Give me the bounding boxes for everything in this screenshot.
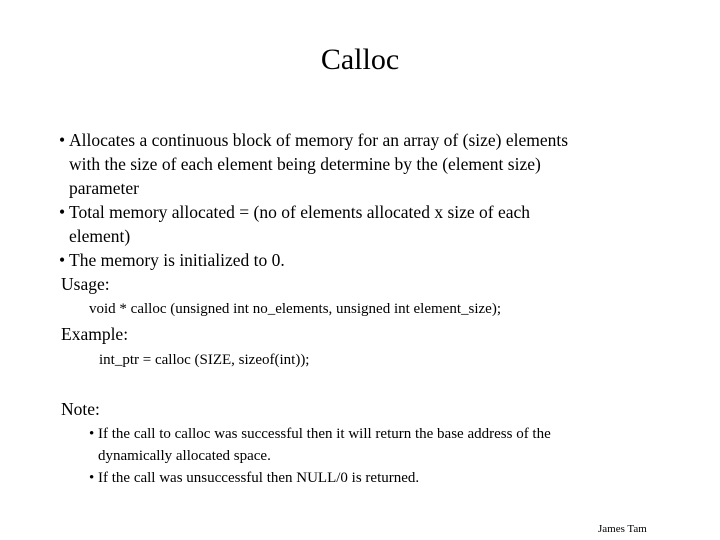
bullet-marker: • <box>59 250 66 270</box>
bullet-line: The memory is initialized to 0. <box>69 250 285 270</box>
note-bullet-item <box>89 423 669 467</box>
bullet-item <box>59 200 659 248</box>
note-line: If the call was unsuccessful then NULL/0 is returned. <box>98 470 420 486</box>
bullet-marker: • <box>89 470 95 486</box>
bullet-line: element) <box>69 226 131 246</box>
slide-title: Calloc <box>320 43 400 76</box>
note-line: dynamically allocated space. <box>98 448 271 464</box>
bullet-line: Total memory allocated = (no of elements allocated x size of each <box>69 202 531 222</box>
bullet-marker: • <box>59 202 66 222</box>
bullet-marker: • <box>89 426 95 442</box>
note-label: Note: <box>61 399 100 419</box>
bullet-line: Allocates a continuous block of memory for an array of (size) elements <box>69 130 569 150</box>
note-line: If the call to calloc was successful then it will return the base address of the <box>98 426 551 442</box>
main-bullets <box>59 128 659 272</box>
note-bullet-item <box>89 467 669 489</box>
usage-label: Usage: <box>61 274 110 294</box>
bullet-item <box>59 248 659 272</box>
example-label: Example: <box>61 324 129 344</box>
note-bullets <box>89 423 669 489</box>
bullet-line: with the size of each element being determine by the (element size) <box>69 154 541 174</box>
example-code: int_ptr = calloc (SIZE, sizeof(int)); <box>99 352 310 368</box>
bullet-line: parameter <box>69 178 139 198</box>
bullet-item <box>59 128 659 200</box>
footer-author: James Tam <box>598 523 647 535</box>
bullet-marker: • <box>59 130 66 150</box>
usage-code: void * calloc (unsigned int no_elements, unsigned int element_size); <box>89 301 501 317</box>
